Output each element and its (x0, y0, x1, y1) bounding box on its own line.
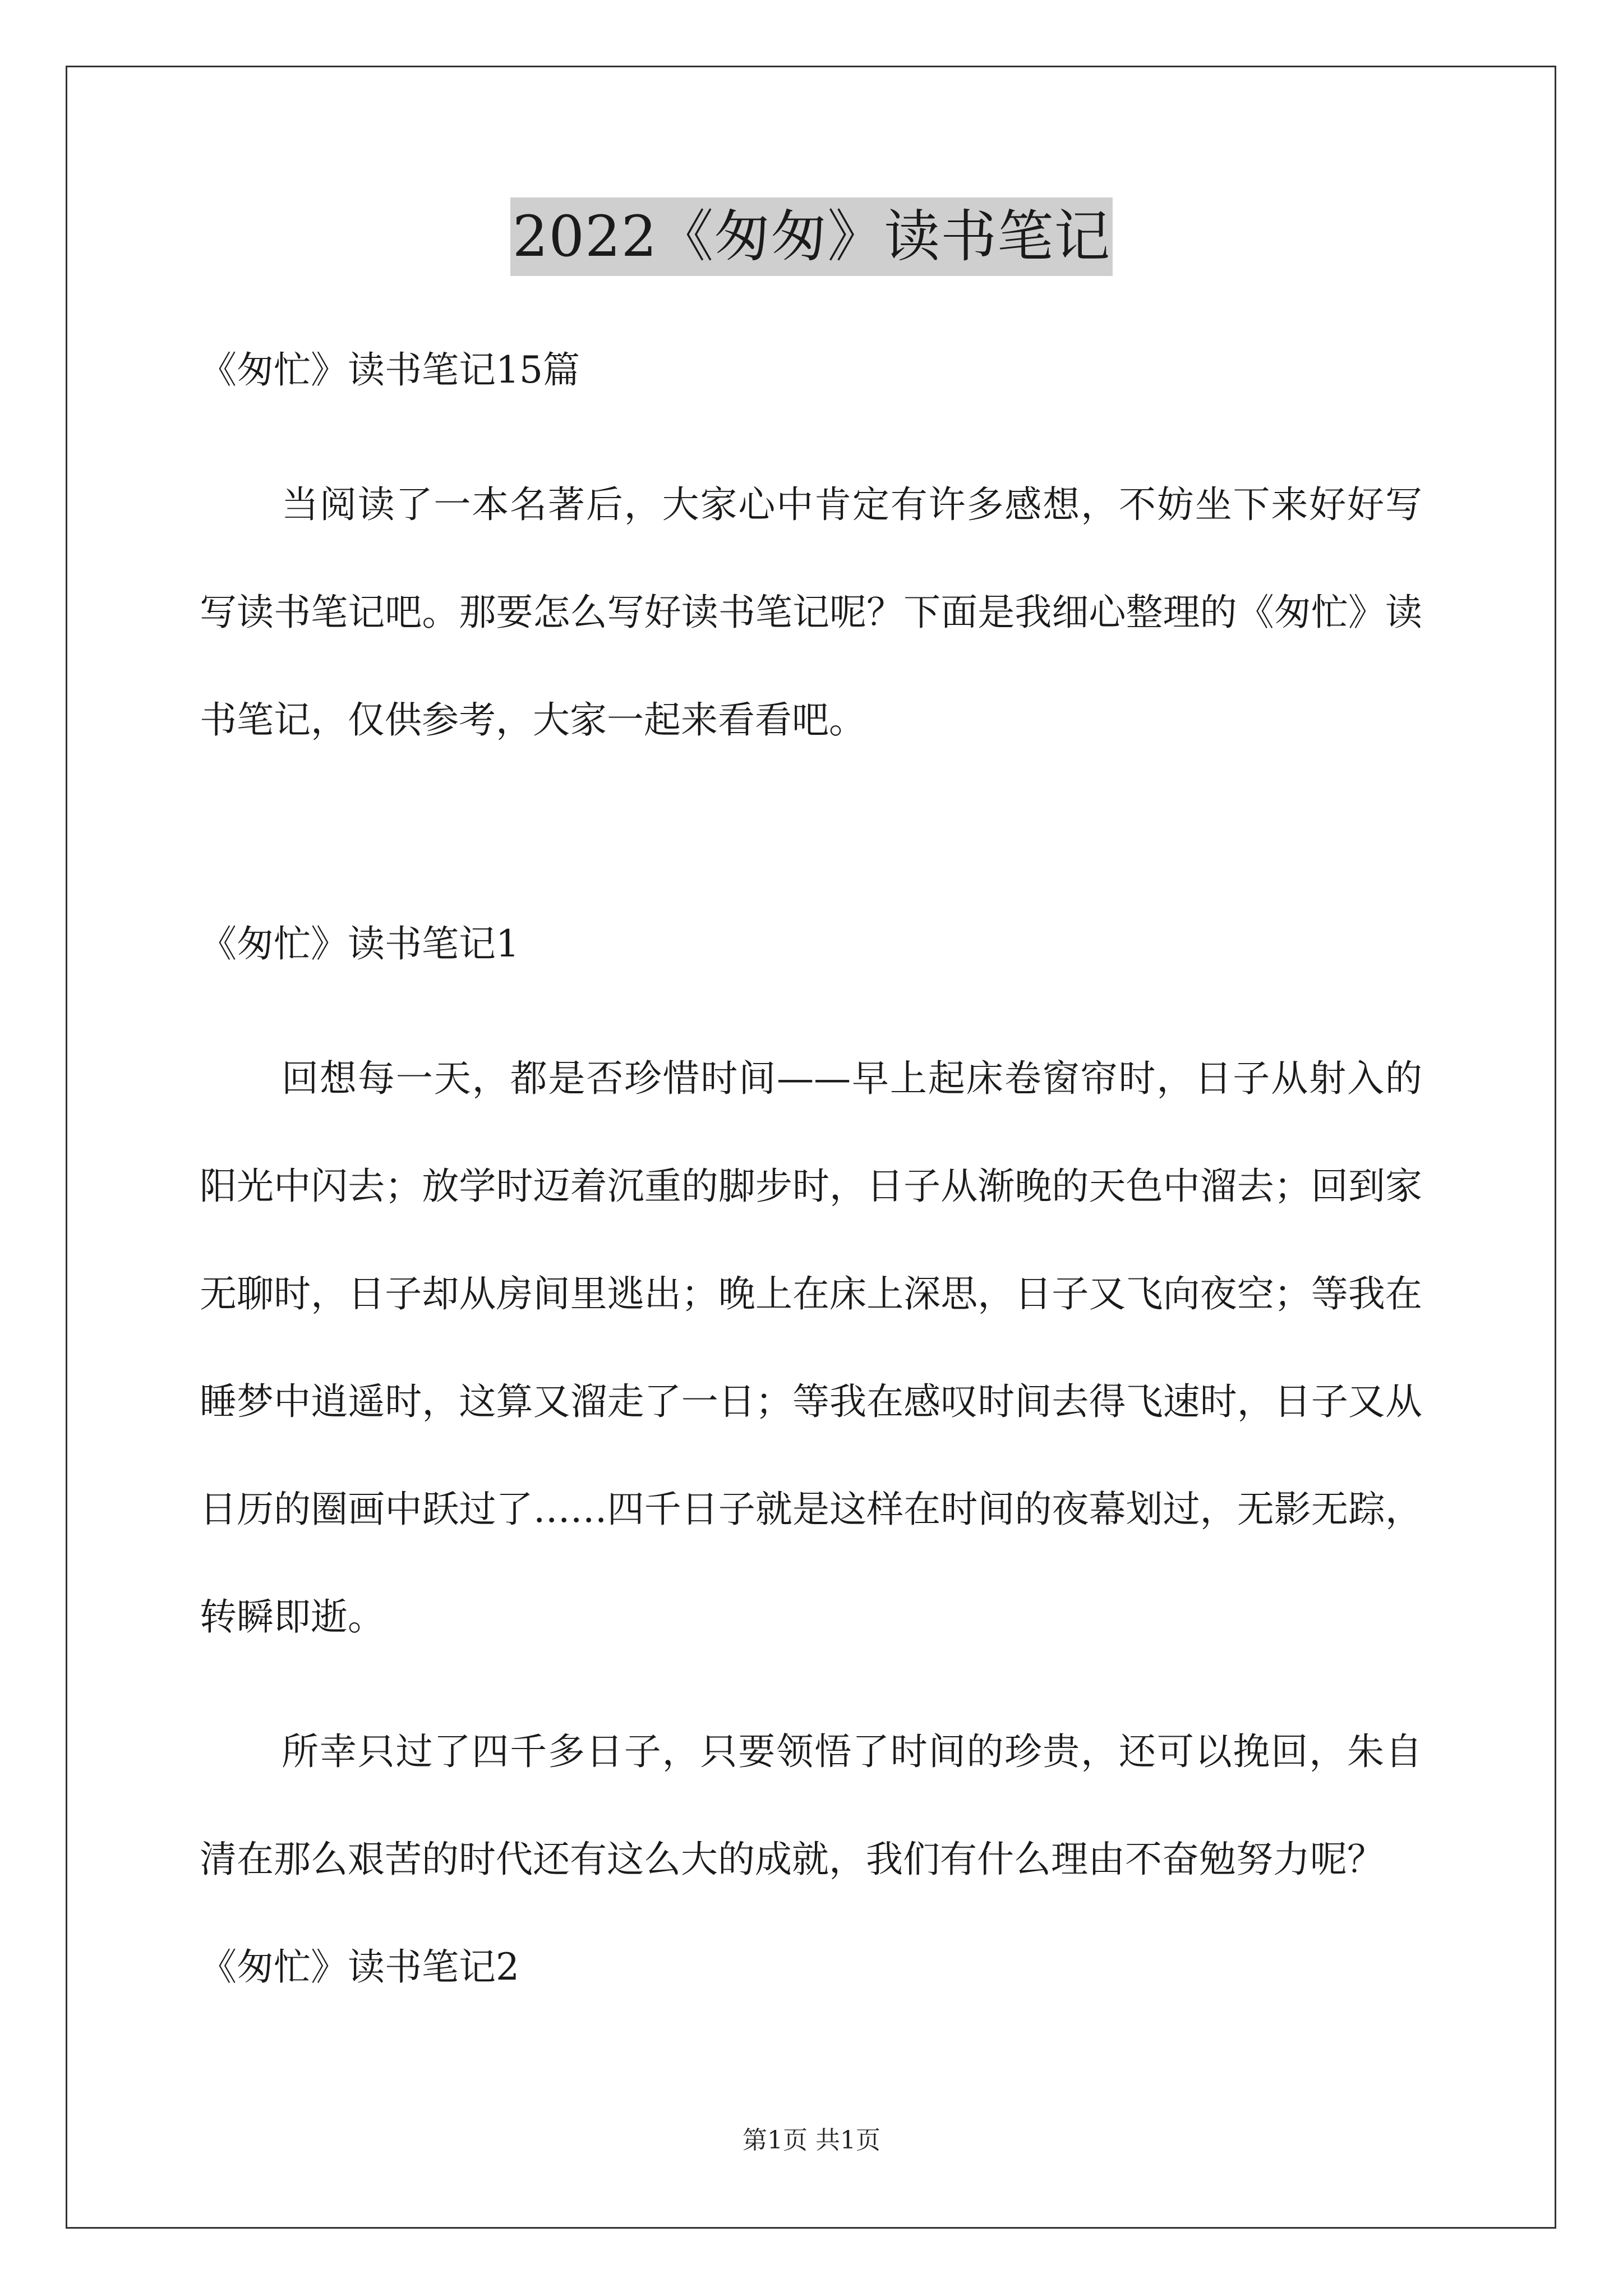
page-footer: 第1页 共1页 (743, 2126, 880, 2155)
document-title: 2022《匆匆》读书笔记 (510, 197, 1113, 276)
section-heading-1: 《匆忙》读书笔记1 (200, 922, 519, 965)
spacer (200, 774, 1422, 917)
section-1-paragraph-1: 回想每一天，都是否珍惜时间——早上起床卷窗帘时，日子从射入的阳光中闪去；放学时迈着沉重的脚步时，日子从渐晚的天色中溜去；回到家无聊时，日子却从房间里逃出；晚上在床上深思，日子又飞向夜空；等我在睡梦中逍遥时，这算又溜走了一日；等我在感叹时间去得飞速时，日子又从日历的圈画中跃过了……四千日子就是这样在时间的夜幕划过，无影无踪，转瞬即逝。 (200, 1057, 1422, 1639)
spacer (200, 1913, 1422, 1940)
section-heading-2: 《匆忙》读书笔记2 (200, 1945, 519, 1989)
spacer (200, 1671, 1422, 1698)
spacer (200, 397, 1422, 451)
spacer (200, 971, 1422, 1025)
document-body (200, 343, 1422, 1994)
section-1-paragraph-2: 所幸只过了四千多日子，只要领悟了时间的珍贵，还可以挽回，朱自清在那么艰苦的时代还有这么大的成就，我们有什么理由不奋勉努力呢？ (200, 1730, 1422, 1881)
title-container (0, 197, 1623, 276)
document-subtitle: 《匆忙》读书笔记15篇 (200, 348, 580, 392)
intro-paragraph: 当阅读了一本名著后，大家心中肯定有许多感想，不妨坐下来好好写写读书笔记吧。那要怎么写好读书笔记呢？下面是我细心整理的《匆忙》读书笔记，仅供参考，大家一起来看看吧。 (200, 483, 1422, 742)
